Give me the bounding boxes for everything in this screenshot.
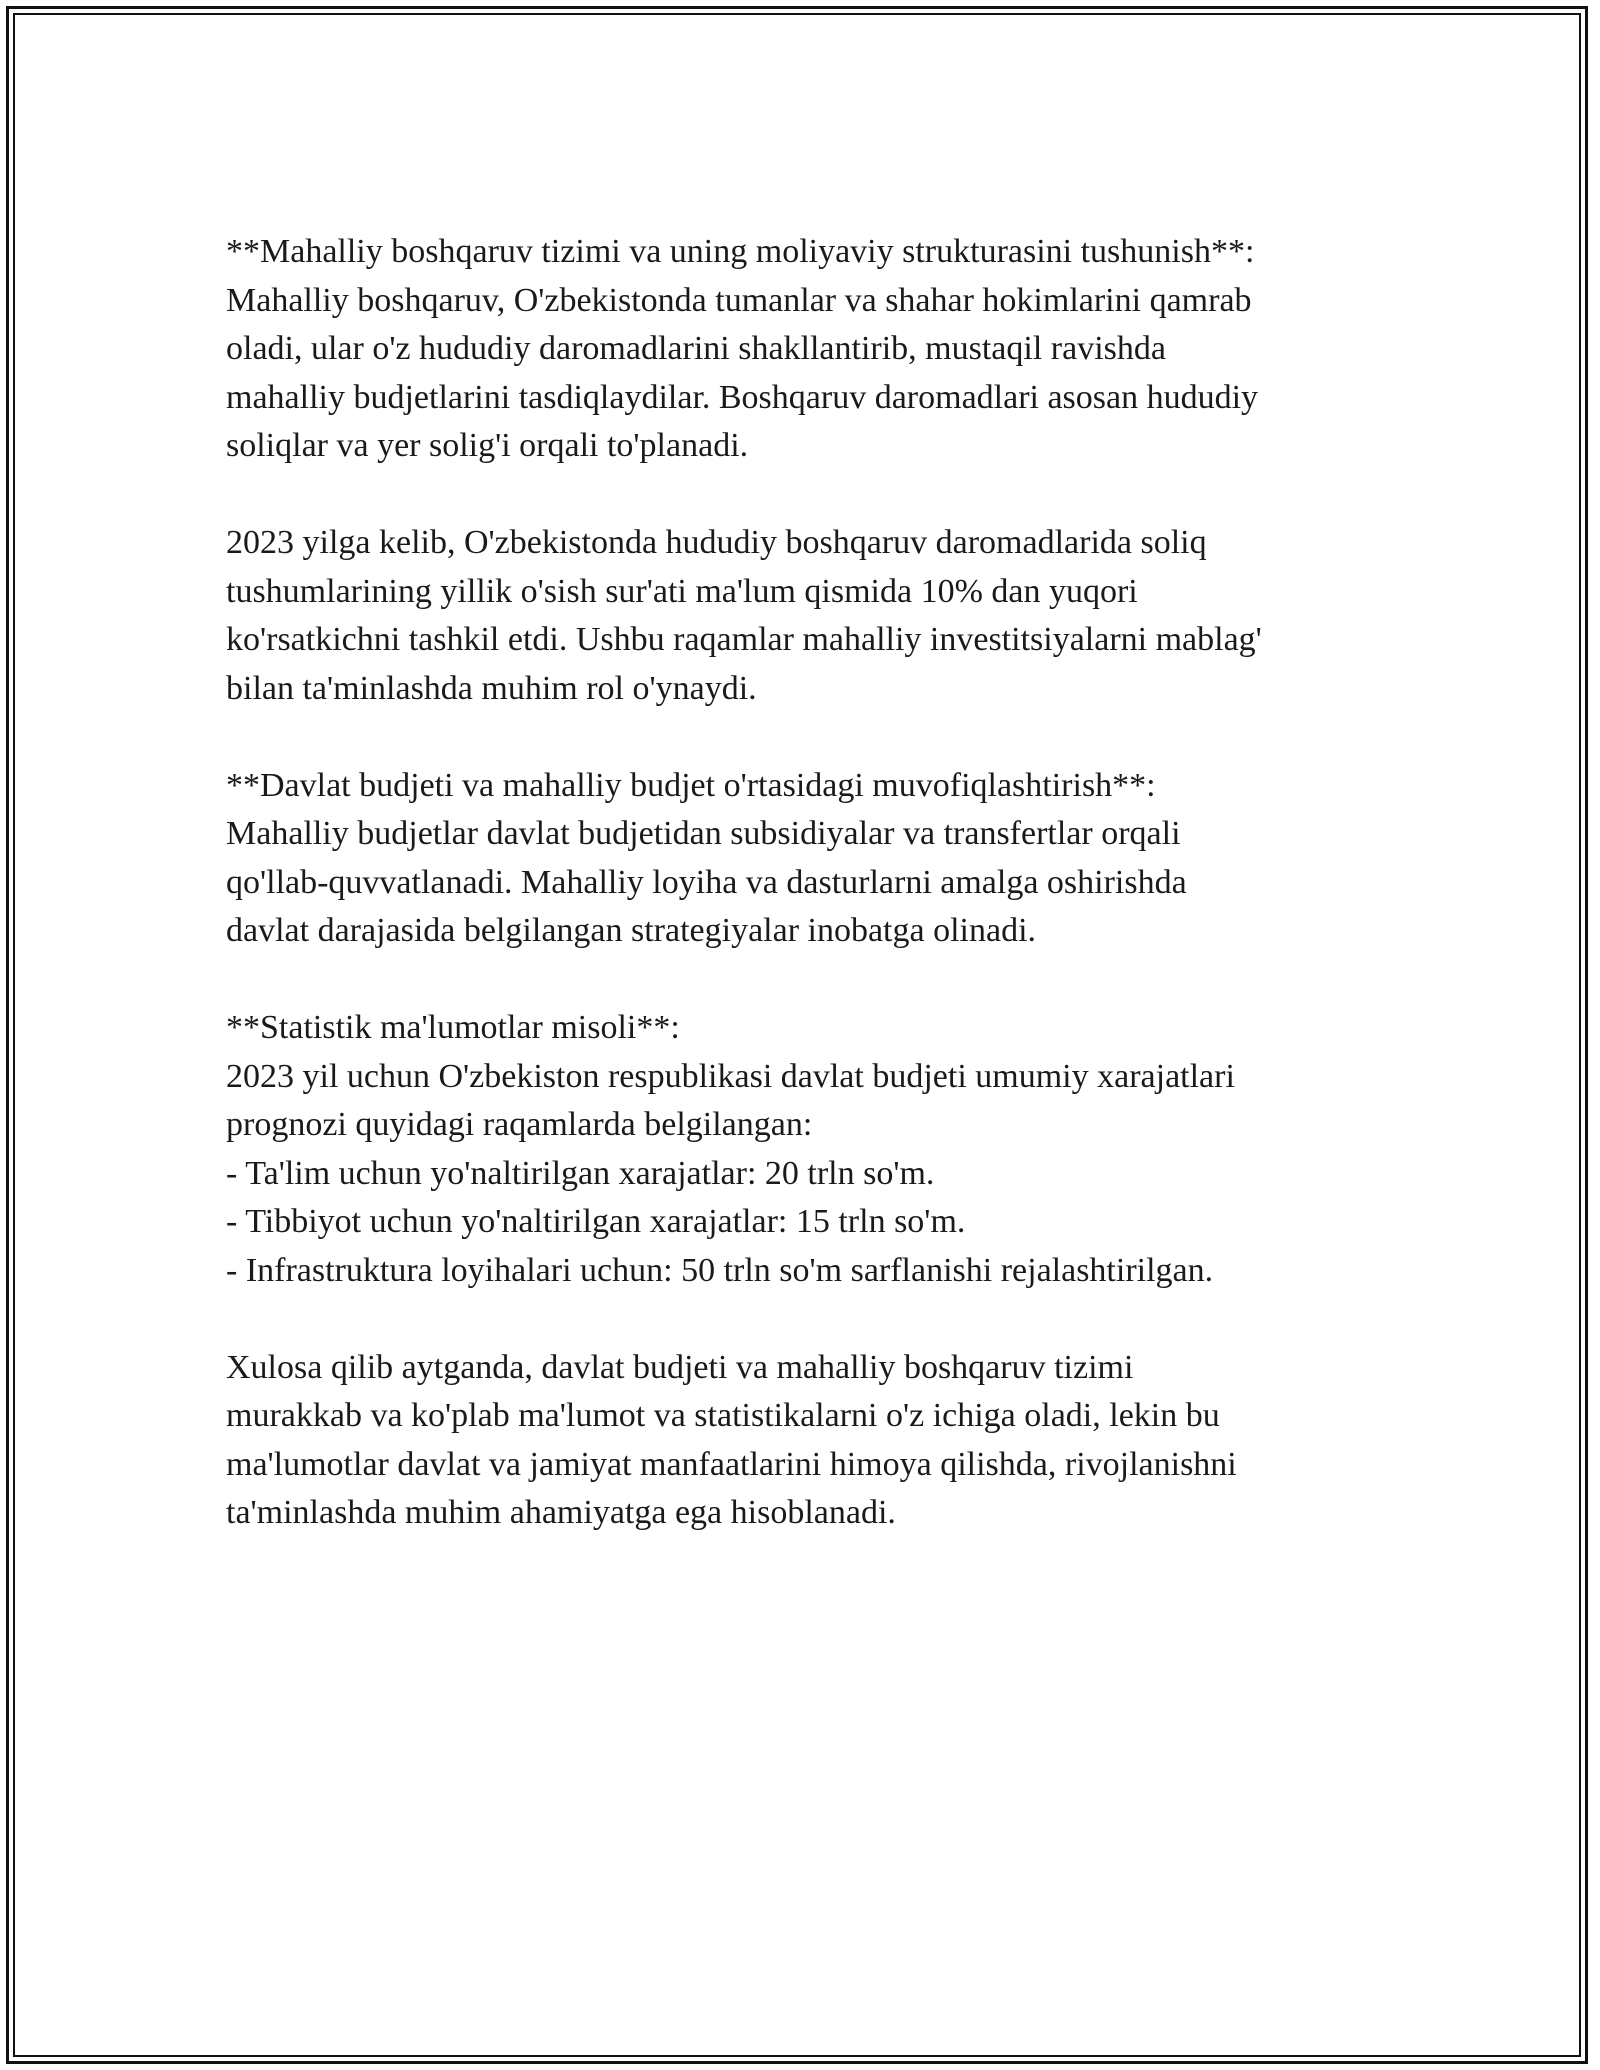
text-line: **Statistik ma'lumotlar misoli**: bbox=[226, 1009, 680, 1046]
text-line: ta'minlashda muhim ahamiyatga ega hisoblanadi. bbox=[226, 1494, 896, 1531]
text-line: prognozi quyidagi raqamlarda belgilangan: bbox=[226, 1106, 813, 1143]
paragraph-2023-revenue bbox=[226, 519, 1376, 713]
text-line: soliqlar va yer solig'i orqali to'planadi. bbox=[226, 427, 749, 464]
text-line: 2023 yilga kelib, O'zbekistonda hududiy boshqaruv daromadlarida soliq bbox=[226, 524, 1207, 561]
text-line: ko'rsatkichni tashkil etdi. Ushbu raqamlar mahalliy investitsiyalarni mablag' bbox=[226, 621, 1262, 658]
paragraph-statistics-example bbox=[226, 1004, 1376, 1295]
list-item: - Infrastruktura loyihalari uchun: 50 trln so'm sarflanishi rejalashtirilgan. bbox=[226, 1251, 1214, 1289]
text-line: Mahalliy budjetlar davlat budjetidan subsidiyalar va transfertlar orqali bbox=[226, 815, 1181, 852]
text-line: murakkab va ko'plab ma'lumot va statistikalarni o'z ichiga oladi, lekin bu bbox=[226, 1397, 1220, 1434]
text-line: Xulosa qilib aytganda, davlat budjeti va mahalliy boshqaruv tizimi bbox=[226, 1348, 1134, 1386]
paragraph-conclusion bbox=[226, 1344, 1376, 1538]
text-line: qo'llab-quvvatlanadi. Mahalliy loyiha va dasturlarni amalga oshirishda bbox=[226, 863, 1187, 901]
document-body bbox=[226, 228, 1376, 1586]
text-line: **Davlat budjeti va mahalliy budjet o'rtasidagi muvofiqlashtirish**: bbox=[226, 766, 1156, 804]
text-line: oladi, ular o'z hududiy daromadlarini shakllantirib, mustaqil ravishda bbox=[226, 330, 1166, 367]
text-line: 2023 yil uchun O'zbekiston respublikasi davlat budjeti umumiy xarajatlari bbox=[226, 1057, 1235, 1095]
paragraph-budget-coordination bbox=[226, 762, 1376, 956]
text-line: tushumlarining yillik o'sish sur'ati ma'lum qismida 10% dan yuqori bbox=[226, 572, 1138, 610]
text-line: mahalliy budjetlarini tasdiqlaydilar. Boshqaruv daromadlari asosan hududiy bbox=[226, 378, 1259, 416]
text-line: ma'lumotlar davlat va jamiyat manfaatlarini himoya qilishda, rivojlanishni bbox=[226, 1445, 1237, 1483]
list-item: - Tibbiyot uchun yo'naltirilgan xarajatlar: 15 trln so'm. bbox=[226, 1203, 966, 1240]
paragraph-local-governance bbox=[226, 228, 1376, 471]
text-line: **Mahalliy boshqaruv tizimi va uning moliyaviy strukturasini tushunish**: bbox=[226, 233, 1255, 270]
text-line: bilan ta'minlashda muhim rol o'ynaydi. bbox=[226, 669, 757, 707]
list-item: - Ta'lim uchun yo'naltirilgan xarajatlar: 20 trln so'm. bbox=[226, 1154, 935, 1192]
text-line: davlat darajasida belgilangan strategiyalar inobatga olinadi. bbox=[226, 912, 1037, 949]
text-line: Mahalliy boshqaruv, O'zbekistonda tumanlar va shahar hokimlarini qamrab bbox=[226, 281, 1252, 319]
